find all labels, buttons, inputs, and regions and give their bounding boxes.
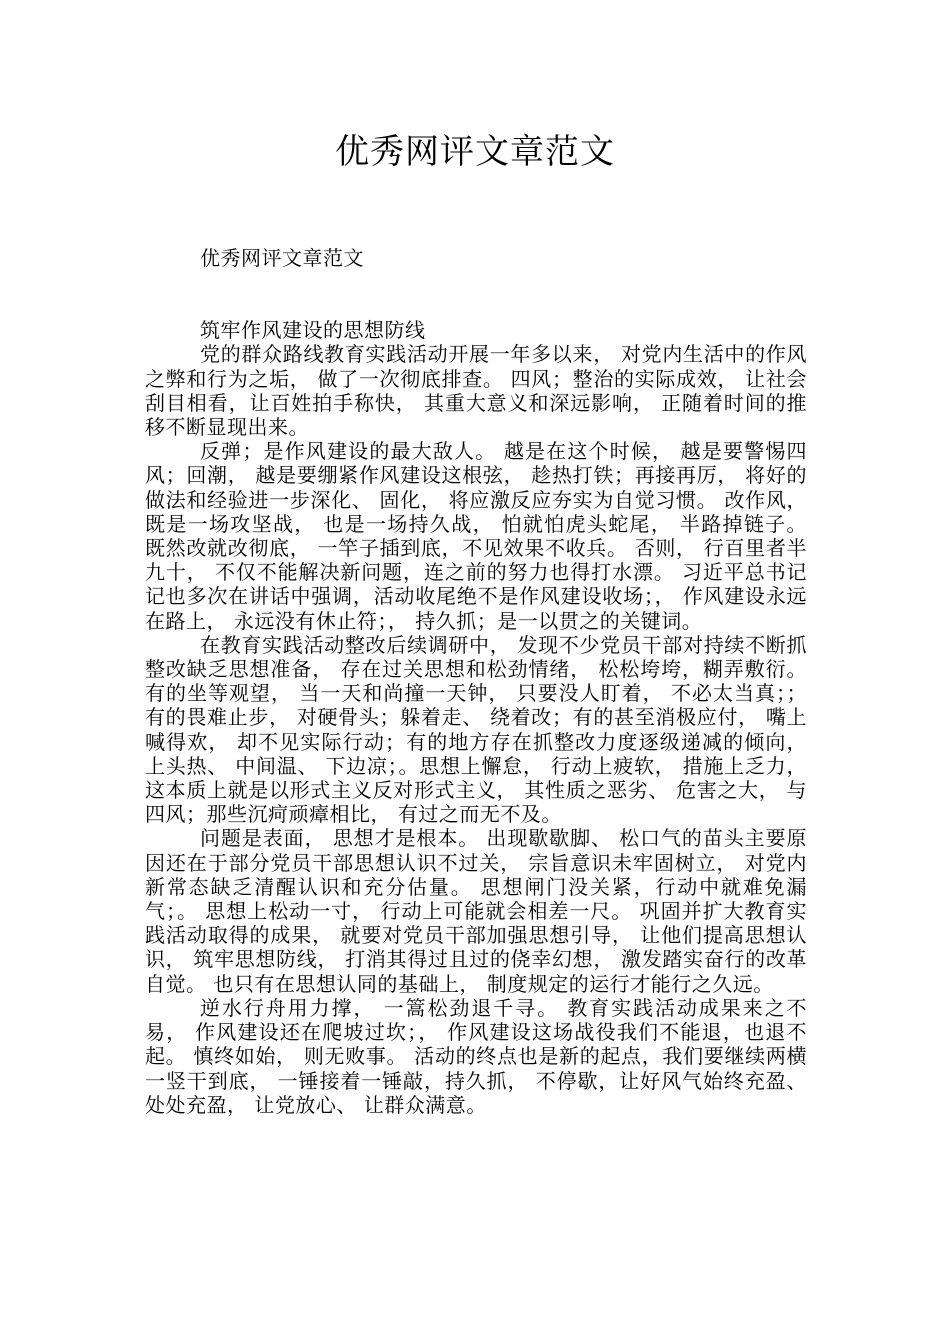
paragraph: 问题是表面， 思想才是根本。 出现歇歇脚、 松口气的苗头主要原因还在于部分党员干部思想认识不过关， 宗旨意识未牢固树立， 对党内新常态缺乏清醒认识和充分估量。 思想闸门没关紧，行动中就难免漏气；。 思想上松动一寸， 行动上可能就会相差一尺。 巩固并扩大教育实践活动取得的成果， 就要对党员干部加强思想引导， 让他们提高思想认识， 筑牢思想防线， 打消其得过且过的侥幸幻想， 激发踏实奋行的改革自觉。 也只有在思想认同的基础上， 制度规定的运行才能行之久远。: [145, 826, 807, 996]
blank-line: [145, 294, 807, 318]
document-subtitle: 优秀网评文章范文: [200, 246, 364, 270]
document-body: [145, 246, 807, 1117]
article-heading: 筑牢作风建设的思想防线: [200, 318, 426, 343]
blank-line: [145, 270, 807, 294]
paragraph: 党的群众路线教育实践活动开展一年多以来， 对党内生活中的作风之弊和行为之垢， 做了一次彻底排查。 四风；整治的实际成效， 让社会刮目相看，让百姓拍手称快， 其重大意义和深远影响， 正随着时间的推移不断显现出来。: [145, 342, 807, 440]
paragraph: 在教育实践活动整改后续调研中， 发现不少党员干部对持续不断抓整改缺乏思想准备， 存在过关思想和松劲情绪， 松松垮垮，糊弄敷衍。 有的坐等观望， 当一天和尚撞一天钟， 只要没人盯着， 不必太当真；；有的畏难止步， 对硬骨头；躲着走、 绕着改；有的甚至消极应付， 嘴上喊得欢， 却不见实际行动；有的地方存在抓整改力度逐级递减的倾向， 上头热、 中间温、 下边凉；。思想上懈怠， 行动上疲软， 措施上乏力， 这本质上就是以形式主义反对形式主义， 其性质之恶劣、 危害之大， 与四风；那些沉疴顽瘴相比， 有过之而无不及。: [145, 632, 807, 827]
paragraph: 反弹；是作风建设的最大敌人。 越是在这个时候， 越是要警惕四风；回潮， 越是要绷紧作风建设这根弦， 趁热打铁；再接再厉， 将好的做法和经验进一步深化、 固化， 将应激反应夯实为自觉习惯。 改作风， 既是一场攻坚战， 也是一场持久战， 怕就怕虎头蛇尾， 半路掉链子。 既然改就改彻底， 一竿子插到底，不见效果不收兵。 否则， 行百里者半九十， 不仅不能解决新问题，连之前的努力也得打水漂。 习近平总书记记也多次在讲话中强调，活动收尾绝不是作风建设收场；， 作风建设永远在路上， 永远没有休止符；， 持久抓；是一以贯之的关键词。: [145, 439, 807, 633]
document-title: 优秀网评文章范文: [335, 132, 615, 172]
paragraph: 逆水行舟用力撑， 一篙松劲退千寻。 教育实践活动成果来之不易， 作风建设还在爬坡过坎；， 作风建设这场战役我们不能退，也退不起。 慎终如始， 则无败事。 活动的终点也是新的起点，我们要继续两横一竖干到底， 一锤接着一锤敲，持久抓， 不停歇，让好风气始终充盈、 处处充盈， 让党放心、 让群众满意。: [145, 995, 807, 1117]
